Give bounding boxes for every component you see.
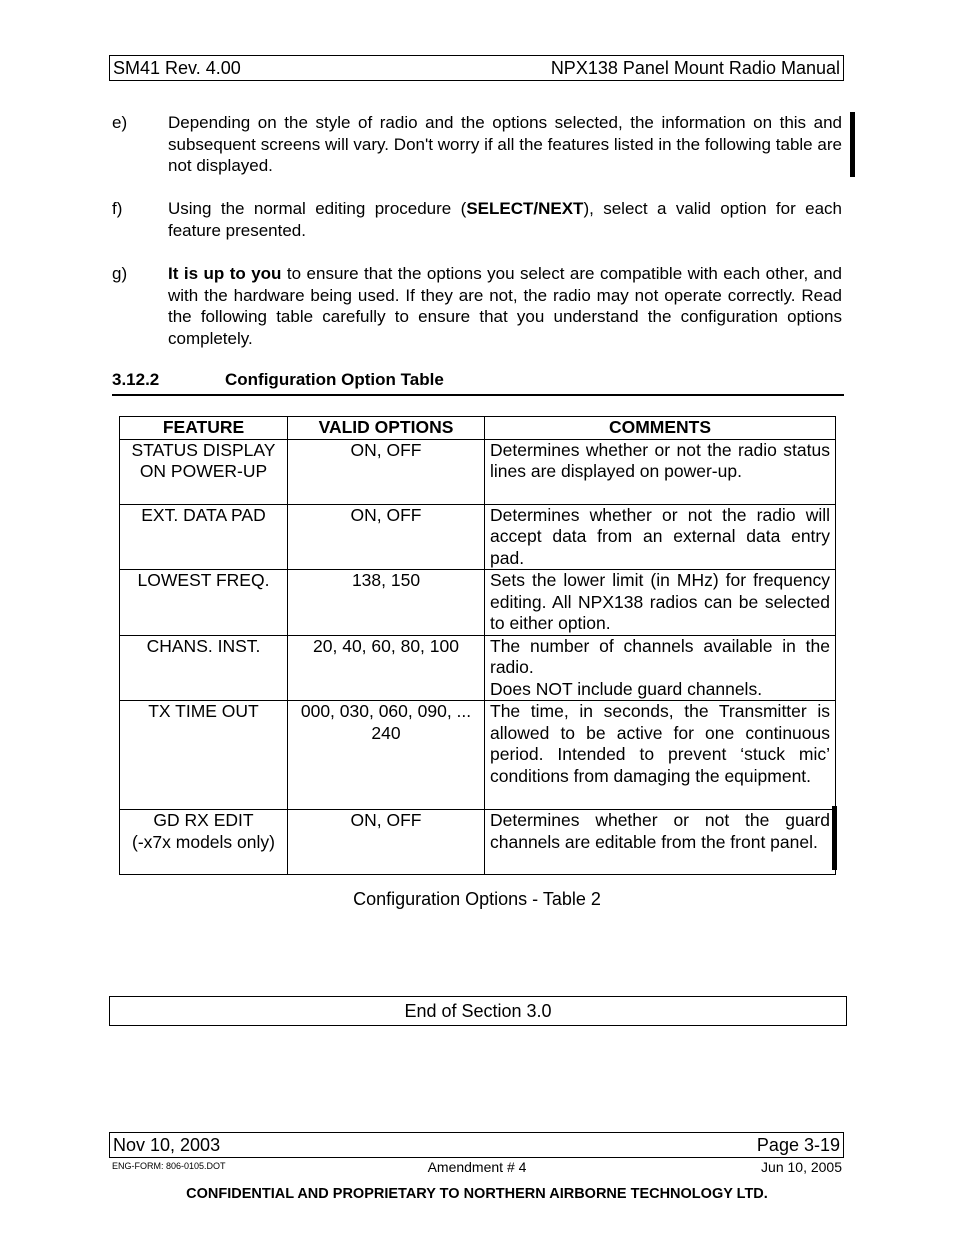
- table-caption: Configuration Options - Table 2: [353, 889, 601, 909]
- options-cell: ON, OFF: [288, 504, 485, 570]
- feature-cell: STATUS DISPLAY ON POWER-UP: [120, 439, 288, 504]
- column-header: FEATURE: [120, 417, 288, 440]
- emphasis: SELECT/NEXT: [466, 199, 584, 218]
- comments-cell: Determines whether or not the radio status lines are displayed on power-up.: [485, 439, 836, 504]
- section-number: 3.12.2: [112, 370, 160, 389]
- options-cell: 20, 40, 60, 80, 100: [288, 635, 485, 701]
- options-cell: 000, 030, 060, 090, ... 240: [288, 701, 485, 810]
- table-row: [120, 570, 836, 636]
- comments-cell: Sets the lower limit (in MHz) for frequency editing. All NPX138 radios can be selected to either option.: [485, 570, 836, 636]
- options-cell: ON, OFF: [288, 810, 485, 875]
- paragraph-text: Depending on the style of radio and the options selected, the information on this and subsequent screens will vary. Don't worry if all the features listed in the following table are not displayed.: [168, 113, 842, 175]
- table-row: [120, 810, 836, 875]
- emphasis: It is up to you: [168, 264, 282, 283]
- paragraph-g: [112, 263, 842, 349]
- form-id: ENG-FORM: 806-0105.DOT: [112, 1161, 226, 1171]
- footer-date: Nov 10, 2003: [113, 1134, 221, 1155]
- end-of-section-box: End of Section 3.0: [109, 996, 847, 1026]
- paragraph-text: It is up to you to ensure that the options you select are compatible with each other, and with the hardware being used. If they are not, the radio may not operate correctly. Read the following table carefully to ensure that you understand the configuration options completely.: [168, 264, 842, 348]
- table-row: [120, 504, 836, 570]
- table-row: [120, 701, 836, 810]
- feature-cell: TX TIME OUT: [120, 701, 288, 810]
- change-bar: [850, 112, 855, 177]
- feature-cell: CHANS. INST.: [120, 635, 288, 701]
- feature-cell: GD RX EDIT (-x7x models only): [120, 810, 288, 875]
- paragraph-letter: f): [112, 199, 123, 218]
- config-option-table: [119, 416, 836, 875]
- comments-cell: The number of channels available in the radio. Does NOT include guard channels.: [485, 635, 836, 701]
- feature-cell: EXT. DATA PAD: [120, 504, 288, 570]
- comments-cell: Determines whether or not the guard channels are editable from the front panel.: [485, 810, 836, 875]
- paragraph-letter: e): [112, 113, 128, 132]
- comments-cell: The time, in seconds, the Transmitter is allowed to be active for one continuous period. Intended to prevent ‘stuck mic’ conditions from damaging the equipment.: [485, 701, 836, 810]
- page-footer: [109, 1132, 844, 1158]
- section-title: Configuration Option Table: [225, 370, 444, 389]
- column-header: COMMENTS: [485, 417, 836, 440]
- confidential-notice: CONFIDENTIAL AND PROPRIETARY TO NORTHERN AIRBORNE TECHNOLOGY LTD.: [186, 1186, 768, 1202]
- feature-cell: LOWEST FREQ.: [120, 570, 288, 636]
- doc-title: NPX138 Panel Mount Radio Manual: [550, 57, 840, 78]
- footer-meta: [112, 1159, 842, 1177]
- table-row: [120, 635, 836, 701]
- table-row: [120, 439, 836, 504]
- comments-cell: Determines whether or not the radio will accept data from an external data entry pad.: [485, 504, 836, 570]
- doc-id: SM41 Rev. 4.00: [113, 57, 241, 78]
- paragraph-text: Using the normal editing procedure (SELECT/NEXT), select a valid option for each feature presented.: [168, 199, 842, 240]
- paragraph-e: [112, 112, 842, 177]
- change-bar: [832, 806, 837, 870]
- paragraph-f: [112, 198, 842, 241]
- amendment: Amendment # 4: [427, 1159, 527, 1175]
- paragraph-letter: g): [112, 264, 128, 283]
- page-header: [109, 55, 844, 81]
- table-header-row: [120, 417, 836, 440]
- amendment-date: Jun 10, 2005: [761, 1159, 842, 1175]
- options-cell: ON, OFF: [288, 439, 485, 504]
- column-header: VALID OPTIONS: [288, 417, 485, 440]
- page-number: Page 3-19: [756, 1134, 840, 1155]
- section-heading: [112, 370, 844, 396]
- options-cell: 138, 150: [288, 570, 485, 636]
